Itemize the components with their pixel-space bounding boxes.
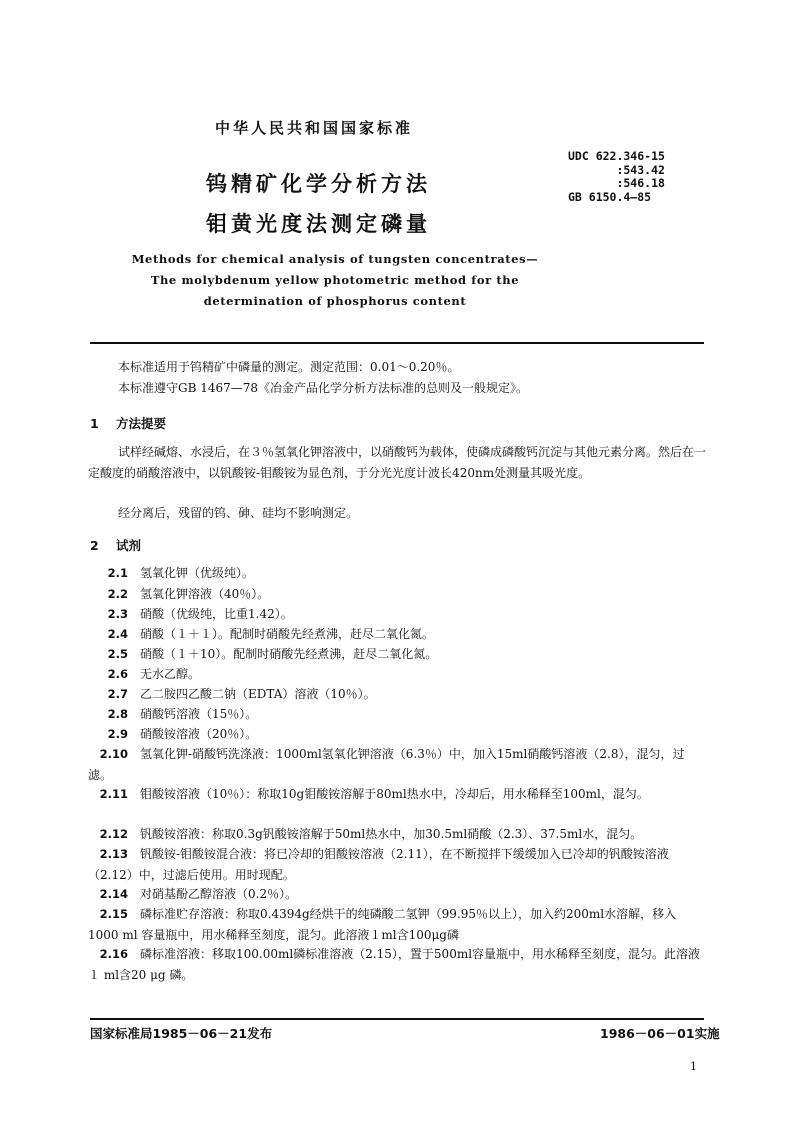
reagent-number: 2.10 [99, 747, 128, 761]
reagent-text: 钼酸铵溶液（10％）：称取10g钼酸铵溶解于80ml热水中，冷却后，用水稀释至100ml，混匀。 [140, 787, 649, 801]
reagent-item [88, 944, 706, 985]
reagent-item [88, 563, 706, 584]
reagent-text: 氢氧化钾-硝酸钙洗涤液：1000ml氢氧化钾溶液（6.3％）中，加入15ml硝酸钙溶液（2.8），混匀，过滤。 [88, 747, 685, 782]
header-divider [90, 342, 704, 344]
reagent-item [88, 824, 706, 845]
reagent-text: 钒酸铵溶液：称取0.3g钒酸铵溶解于50ml热水中，加30.5ml硝酸（2.3）、37.5ml水，混匀。 [140, 827, 643, 841]
reagent-text: 无水乙醇。 [140, 667, 201, 681]
reagent-number: 2.14 [99, 887, 128, 901]
reagent-item [88, 704, 706, 725]
english-title-line: The molybdenum yellow photometric method for the [150, 273, 520, 287]
section-number: 1 [90, 416, 99, 431]
reagent-text: 氢氧化钾（优级纯）。 [140, 566, 255, 580]
reagent-text: 磷标准贮存溶液：称取0.4394g经烘干的纯磷酸二氢钾（99.95％以上），加入约200ml水溶解，移入1000 ml 容量瓶中，用水稀释至刻度，混匀。此溶液１ml含100μg磷 [88, 907, 677, 942]
reagent-item [88, 684, 706, 705]
page-number: 1 [690, 1060, 697, 1073]
english-title [100, 249, 570, 312]
standard-header: 中华人民共和国国家标准 [215, 119, 414, 137]
document-title-line-2: 钼黄光度法测定磷量 [206, 212, 431, 236]
udc-classification [568, 150, 665, 204]
reagent-text: 硝酸（１＋１）。配制时硝酸先经煮沸，赶尽二氧化氮。 [140, 627, 435, 641]
reagent-text: 硝酸（１＋10）。配制时硝酸先经煮沸，赶尽二氧化氮。 [140, 647, 438, 661]
reagent-number: 2.12 [99, 827, 128, 841]
reagent-text: 对硝基酚乙醇溶液（0.2％）。 [140, 887, 298, 901]
english-title-line: determination of phosphorus content [203, 294, 467, 308]
reagent-number: 2.4 [107, 627, 128, 641]
reagent-item [88, 664, 706, 685]
reagent-number: 2.5 [107, 647, 128, 661]
reagent-text: 乙二胺四乙酸二钠（EDTA）溶液（10％）。 [140, 687, 376, 701]
reagent-item [88, 644, 706, 665]
section-1-heading [90, 414, 166, 432]
reagent-text: 硝酸铵溶液（20％）。 [140, 727, 258, 741]
intro-scope: 本标准适用于钨精矿中磷量的测定。测定范围：0.01～0.20％。 [118, 360, 460, 374]
reagent-number: 2.8 [107, 707, 128, 721]
reagent-item [88, 624, 706, 645]
reagent-number: 2.2 [107, 587, 128, 601]
udc-line: :546.18 [568, 176, 665, 190]
reagent-number: 2.7 [107, 687, 128, 701]
reagent-item [88, 844, 706, 885]
reagent-number: 2.16 [99, 947, 128, 961]
udc-line: UDC 622.346-15 [568, 149, 665, 163]
section-title: 方法提要 [116, 416, 167, 431]
reagent-number: 2.9 [107, 727, 128, 741]
reagent-item [88, 604, 706, 625]
document-title-line-1: 钨精矿化学分析方法 [206, 172, 431, 196]
reagent-number: 2.1 [107, 566, 128, 580]
intro-reference: 本标准遵守GB 1467—78《冶金产品化学分析方法标准的总则及一般规定》。 [118, 381, 529, 395]
reagent-text: 硝酸钙溶液（15％）。 [140, 707, 258, 721]
reagent-item [88, 884, 706, 905]
effective-date: 1986－06－01实施 [600, 1026, 720, 1041]
english-title-line: Methods for chemical analysis of tungsten concentrates— [131, 252, 539, 266]
reagent-number: 2.11 [99, 787, 128, 801]
reagent-item [88, 784, 706, 805]
reagent-number: 2.3 [107, 607, 128, 621]
section-1-paragraph: 试样经碱熔、水浸后，在３％氢氧化钾溶液中，以硝酸钙为载体，使磷成磷酸钙沉淀与其他元素分离。然后在一定酸度的硝酸溶液中，以钒酸铵-钼酸铵为显色剂，于分光光度计波长420nm处测量其吸光度。 [88, 445, 707, 480]
reagent-number: 2.13 [99, 847, 128, 861]
reagent-text: 氢氧化钾溶液（40％）。 [140, 587, 270, 601]
issue-date: 国家标准局1985－06－21发布 [90, 1026, 273, 1041]
reagent-text: 钒酸铵-钼酸铵混合液：将已冷却的钼酸铵溶液（2.11），在不断搅拌下缓缓加入已冷却的钒酸铵溶液（2.12）中，过滤后使用。用时现配。 [88, 847, 669, 882]
reagent-number: 2.6 [107, 667, 128, 681]
reagent-item [88, 904, 706, 945]
reagent-text: 硝酸（优级纯，比重1.42）。 [140, 607, 293, 621]
section-1-paragraph-2: 经分离后，残留的钨、砷、硅均不影响测定。 [118, 506, 359, 520]
footer-divider [90, 1018, 704, 1020]
section-title: 试剂 [116, 538, 142, 553]
reagent-item [88, 744, 706, 785]
reagent-item [88, 584, 706, 605]
section-number: 2 [90, 538, 99, 553]
reagent-text: 磷标准溶液：移取100.00ml磷标准溶液（2.15），置于500ml容量瓶中，用水稀释至刻度，混匀。此溶液１ ml含20 μg 磷。 [88, 947, 701, 982]
reagent-number: 2.15 [99, 907, 128, 921]
udc-line: :543.42 [568, 162, 665, 177]
section-2-heading [90, 536, 141, 554]
reagent-item [88, 724, 706, 745]
gb-number: GB 6150.4—85 [568, 189, 652, 204]
